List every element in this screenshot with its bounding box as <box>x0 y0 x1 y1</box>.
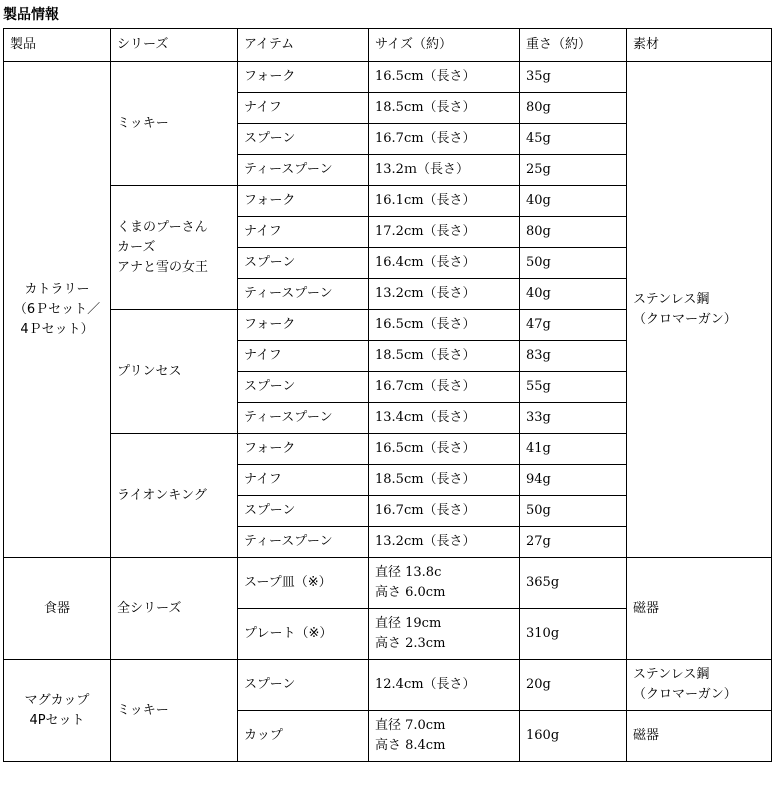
size-cell: 直径 13.8c 高さ 6.0cm <box>369 558 520 609</box>
item-cell: カップ <box>238 711 369 762</box>
weight-cell: 83g <box>520 341 627 372</box>
product-info-table <box>3 28 772 762</box>
product-cell: マグカップ 4Pセット <box>4 660 111 762</box>
header-material: 素材 <box>627 29 772 62</box>
weight-cell: 45g <box>520 124 627 155</box>
weight-cell: 365g <box>520 558 627 609</box>
series-cell: ミッキー <box>111 660 238 762</box>
series-cell: プリンセス <box>111 310 238 434</box>
size-cell: 18.5cm（長さ） <box>369 465 520 496</box>
item-cell: プレート（※） <box>238 609 369 660</box>
weight-cell: 55g <box>520 372 627 403</box>
size-cell: 16.5cm（長さ） <box>369 434 520 465</box>
weight-cell: 160g <box>520 711 627 762</box>
table-row <box>4 62 772 93</box>
size-cell: 13.4cm（長さ） <box>369 403 520 434</box>
item-cell: ナイフ <box>238 217 369 248</box>
weight-cell: 50g <box>520 248 627 279</box>
item-cell: ティースプーン <box>238 527 369 558</box>
table-row <box>4 558 772 609</box>
weight-cell: 20g <box>520 660 627 711</box>
item-cell: フォーク <box>238 434 369 465</box>
product-cell: 食器 <box>4 558 111 660</box>
item-cell: スプーン <box>238 248 369 279</box>
size-cell: 16.5cm（長さ） <box>369 310 520 341</box>
header-size: サイズ（約） <box>369 29 520 62</box>
item-cell: ティースプーン <box>238 155 369 186</box>
series-cell: 全シリーズ <box>111 558 238 660</box>
weight-cell: 80g <box>520 93 627 124</box>
weight-cell: 47g <box>520 310 627 341</box>
weight-cell: 50g <box>520 496 627 527</box>
header-series: シリーズ <box>111 29 238 62</box>
material-cell: 磁器 <box>627 558 772 660</box>
item-cell: スプーン <box>238 660 369 711</box>
weight-cell: 94g <box>520 465 627 496</box>
size-cell: 直径 7.0cm 高さ 8.4cm <box>369 711 520 762</box>
size-cell: 12.4cm（長さ） <box>369 660 520 711</box>
header-weight: 重さ（約） <box>520 29 627 62</box>
item-cell: フォーク <box>238 186 369 217</box>
weight-cell: 27g <box>520 527 627 558</box>
weight-cell: 33g <box>520 403 627 434</box>
material-cell: ステンレス鋼 （クロマーガン） <box>627 62 772 558</box>
header-row <box>4 29 772 62</box>
size-cell: 16.4cm（長さ） <box>369 248 520 279</box>
size-cell: 13.2cm（長さ） <box>369 279 520 310</box>
size-cell: 直径 19cm 高さ 2.3cm <box>369 609 520 660</box>
weight-cell: 40g <box>520 279 627 310</box>
item-cell: ティースプーン <box>238 279 369 310</box>
item-cell: フォーク <box>238 62 369 93</box>
item-cell: スプーン <box>238 124 369 155</box>
table-row <box>4 660 772 711</box>
size-cell: 16.5cm（長さ） <box>369 62 520 93</box>
series-cell: ミッキー <box>111 62 238 186</box>
size-cell: 13.2cm（長さ） <box>369 527 520 558</box>
size-cell: 18.5cm（長さ） <box>369 93 520 124</box>
weight-cell: 310g <box>520 609 627 660</box>
weight-cell: 25g <box>520 155 627 186</box>
weight-cell: 80g <box>520 217 627 248</box>
series-cell: ライオンキング <box>111 434 238 558</box>
item-cell: ナイフ <box>238 93 369 124</box>
item-cell: スープ皿（※） <box>238 558 369 609</box>
product-cell: カトラリー （6Ｐセット／ 4Ｐセット） <box>4 62 111 558</box>
weight-cell: 41g <box>520 434 627 465</box>
size-cell: 16.7cm（長さ） <box>369 124 520 155</box>
series-cell: くまのプーさん カーズ アナと雪の女王 <box>111 186 238 310</box>
size-cell: 16.7cm（長さ） <box>369 496 520 527</box>
page-title: 製品情報 <box>3 7 59 23</box>
header-item: アイテム <box>238 29 369 62</box>
size-cell: 18.5cm（長さ） <box>369 341 520 372</box>
header-product: 製品 <box>4 29 111 62</box>
weight-cell: 40g <box>520 186 627 217</box>
size-cell: 17.2cm（長さ） <box>369 217 520 248</box>
item-cell: スプーン <box>238 496 369 527</box>
weight-cell: 35g <box>520 62 627 93</box>
item-cell: フォーク <box>238 310 369 341</box>
item-cell: スプーン <box>238 372 369 403</box>
item-cell: ナイフ <box>238 341 369 372</box>
material-cell: ステンレス鋼 （クロマーガン） <box>627 660 772 711</box>
item-cell: ナイフ <box>238 465 369 496</box>
size-cell: 13.2ｍ（長さ） <box>369 155 520 186</box>
item-cell: ティースプーン <box>238 403 369 434</box>
size-cell: 16.1cm（長さ） <box>369 186 520 217</box>
material-cell: 磁器 <box>627 711 772 762</box>
size-cell: 16.7cm（長さ） <box>369 372 520 403</box>
